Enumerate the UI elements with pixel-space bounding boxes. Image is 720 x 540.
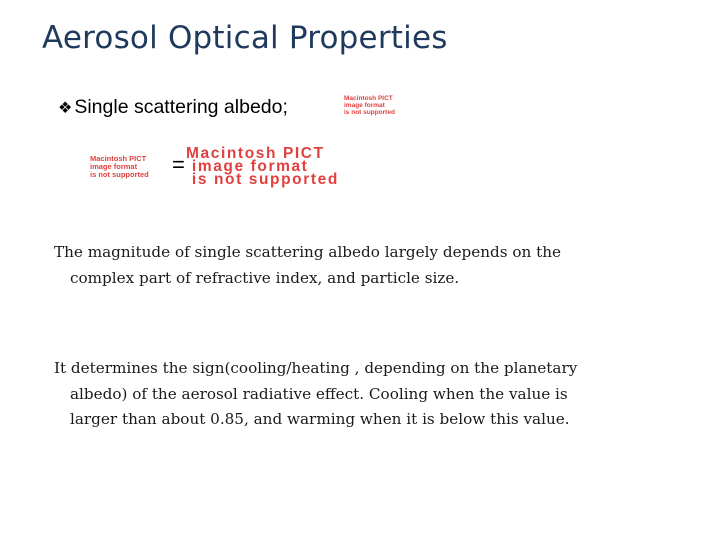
paragraph-line: albedo) of the aerosol radiative effect. Cooling when the value is xyxy=(70,385,568,403)
paragraph-text: It determines the sign(cooling/heating , depending on the planetary xyxy=(54,359,578,377)
pict-placeholder-large: Macintosh PICT image format is not supported xyxy=(186,145,339,188)
paragraph-line xyxy=(48,240,678,266)
paragraph-text: The magnitude of single scattering albedo largely depends on the xyxy=(54,243,562,261)
pict-placeholder-small: Macintosh PICT image format is not supported xyxy=(344,95,395,116)
bullet-paragraph-2 xyxy=(48,356,678,432)
paragraph-line: larger than about 0.85, and warming when it is below this value. xyxy=(70,410,570,428)
pict-placeholder-left: Macintosh PICT image format is not supported xyxy=(90,154,149,179)
paragraph-line: complex part of refractive index, and particle size. xyxy=(70,269,460,287)
albedo-bullet-line xyxy=(58,96,288,119)
diamond-bullet-icon: ❖ xyxy=(58,100,73,117)
bullet-paragraph-1 xyxy=(48,240,678,291)
paragraph-line xyxy=(48,356,678,382)
equals-sign: = xyxy=(172,152,185,177)
slide-title: Aerosol Optical Properties xyxy=(42,20,448,56)
albedo-label: Single scattering albedo; xyxy=(74,96,288,118)
